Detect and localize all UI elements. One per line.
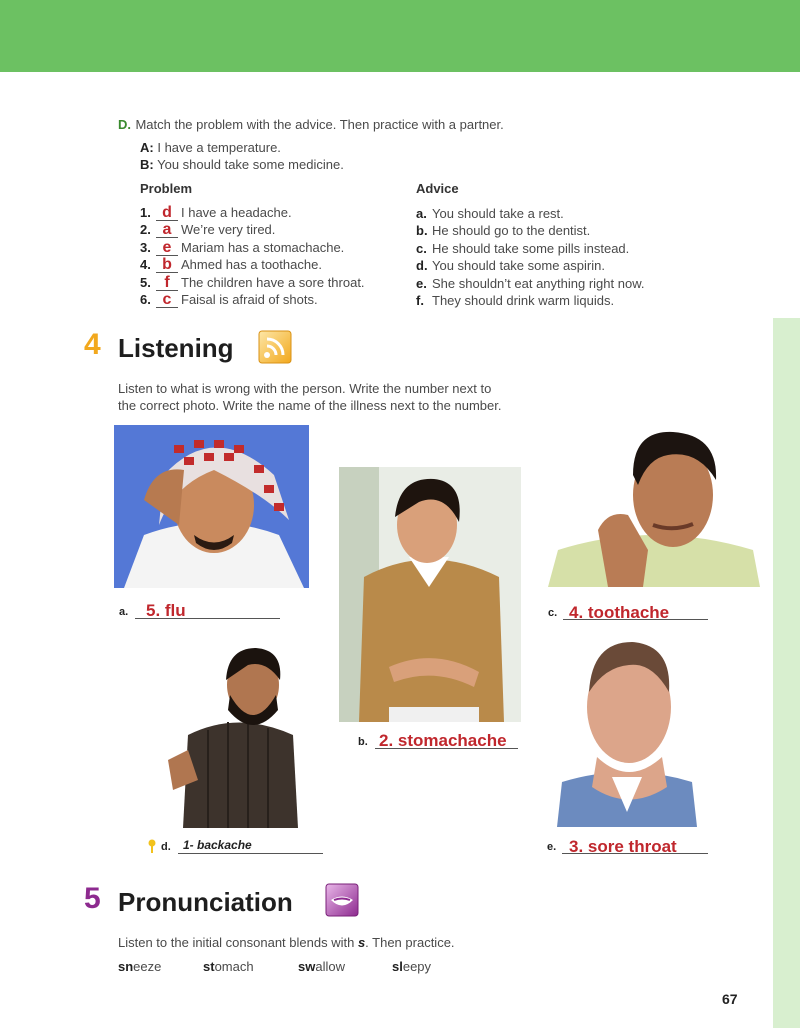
advice-text: You should take some aspirin. (432, 258, 605, 273)
instruction-text: Listen to the initial consonant blends with (118, 935, 358, 950)
advice-row-b (416, 223, 590, 238)
word-stomach (203, 959, 254, 974)
advice-row-c (416, 241, 629, 256)
photo-stomachache (339, 467, 521, 722)
dialog-line-a (140, 140, 281, 155)
photo-headache (114, 425, 309, 588)
answer-blank[interactable]: e (156, 241, 178, 256)
problem-row-6 (140, 292, 318, 308)
advice-letter: f. (416, 293, 424, 308)
answer-blank[interactable]: d (156, 206, 178, 221)
problem-text: I have a headache. (181, 205, 292, 220)
answer-e: 3. sore throat (569, 837, 677, 856)
mouth-icon[interactable] (325, 883, 359, 917)
advice-letter: c. (416, 241, 427, 256)
answer-a: 5. flu (146, 601, 186, 620)
photo-toothache (548, 420, 760, 587)
problem-number: 1. (140, 205, 151, 220)
photo-label-d: d. (161, 841, 171, 853)
problem-header: Problem (140, 181, 193, 196)
word-rest: omach (214, 959, 254, 974)
answer-blank[interactable]: b (156, 258, 178, 273)
advice-row-d (416, 258, 605, 273)
section-title: Pronunciation (118, 887, 293, 917)
instruction-text: Match the problem with the advice. Then practice with a partner. (135, 117, 504, 132)
instruction-letter: s (357, 935, 366, 950)
answer-line-d[interactable] (178, 853, 323, 854)
problem-row-1 (140, 205, 292, 221)
problem-text: Faisal is afraid of shots. (181, 292, 318, 307)
page-number: 67 (722, 991, 738, 1007)
word-rest: eeze (133, 959, 162, 974)
key-icon (147, 839, 157, 853)
answer-c: 4. toothache (569, 603, 670, 622)
advice-text: She shouldn’t eat anything right now. (432, 276, 645, 291)
advice-row-e (416, 276, 644, 291)
answer-d: 1- backache (183, 838, 252, 852)
dialog-line-b (140, 157, 344, 172)
photo-backache (168, 640, 309, 828)
problem-number: 6. (140, 292, 151, 307)
advice-row-a (416, 206, 564, 221)
word-swallow (298, 959, 345, 974)
problem-row-5 (140, 275, 365, 291)
word-sneeze (118, 959, 161, 974)
problem-number: 2. (140, 222, 151, 237)
answer-blank[interactable]: f (156, 276, 178, 291)
problem-text: Mariam has a stomachache. (181, 240, 345, 255)
advice-text: You should take a rest. (432, 206, 564, 221)
photo-label-a: a. (119, 606, 129, 618)
word-rest: eepy (402, 959, 432, 974)
instruction-line: Listen to what is wrong with the person. Write the number next to (118, 381, 492, 396)
advice-text: They should drink warm liquids. (432, 293, 615, 308)
advice-row-f (416, 293, 614, 308)
advice-letter: a. (416, 206, 427, 221)
advice-letter: d. (416, 258, 428, 273)
problem-row-4 (140, 257, 322, 273)
side-tab (773, 318, 800, 1028)
word-sleepy (392, 959, 431, 974)
advice-text: He should take some pills instead. (432, 241, 630, 256)
advice-letter: b. (416, 223, 428, 238)
audio-icon[interactable] (258, 330, 292, 364)
problem-text: The children have a sore throat. (181, 275, 365, 290)
word-blend: st (203, 959, 215, 974)
advice-text: He should go to the dentist. (432, 223, 591, 238)
answer-b: 2. stomachache (379, 731, 507, 750)
exercise-letter: D. (118, 117, 131, 132)
instruction-text: . Then practice. (365, 935, 455, 950)
speaker: A: (140, 140, 154, 155)
dialog-text: You should take some medicine. (157, 157, 344, 172)
section-title: Listening (118, 333, 234, 363)
photo-label-e: e. (547, 841, 557, 853)
answer-blank[interactable]: c (156, 293, 178, 308)
exercise-d-instruction (118, 116, 504, 134)
problem-text: We’re very tired. (181, 222, 276, 237)
answer-blank[interactable]: a (156, 223, 178, 238)
problem-number: 3. (140, 240, 151, 255)
problem-number: 5. (140, 275, 151, 290)
problem-number: 4. (140, 257, 151, 272)
listening-instruction (118, 380, 501, 414)
dialog-text: I have a temperature. (157, 140, 281, 155)
problem-row-2 (140, 222, 275, 238)
photo-label-b: b. (358, 736, 368, 748)
advice-header: Advice (416, 181, 459, 196)
word-blend: sn (118, 959, 134, 974)
advice-letter: e. (416, 276, 427, 291)
section-number: 5 (84, 882, 101, 915)
word-rest: allow (315, 959, 345, 974)
problem-row-3 (140, 240, 344, 256)
instruction-line: the correct photo. Write the name of the illness next to the number. (118, 398, 502, 413)
word-blend: sw (298, 959, 316, 974)
problem-text: Ahmed has a toothache. (181, 257, 322, 272)
pronunciation-instruction (118, 935, 455, 950)
header-banner (0, 0, 800, 72)
photo-label-c: c. (548, 607, 558, 619)
section-number: 4 (84, 328, 101, 361)
speaker: B: (140, 157, 154, 172)
photo-sore-throat (557, 637, 697, 827)
word-blend: sl (392, 959, 403, 974)
